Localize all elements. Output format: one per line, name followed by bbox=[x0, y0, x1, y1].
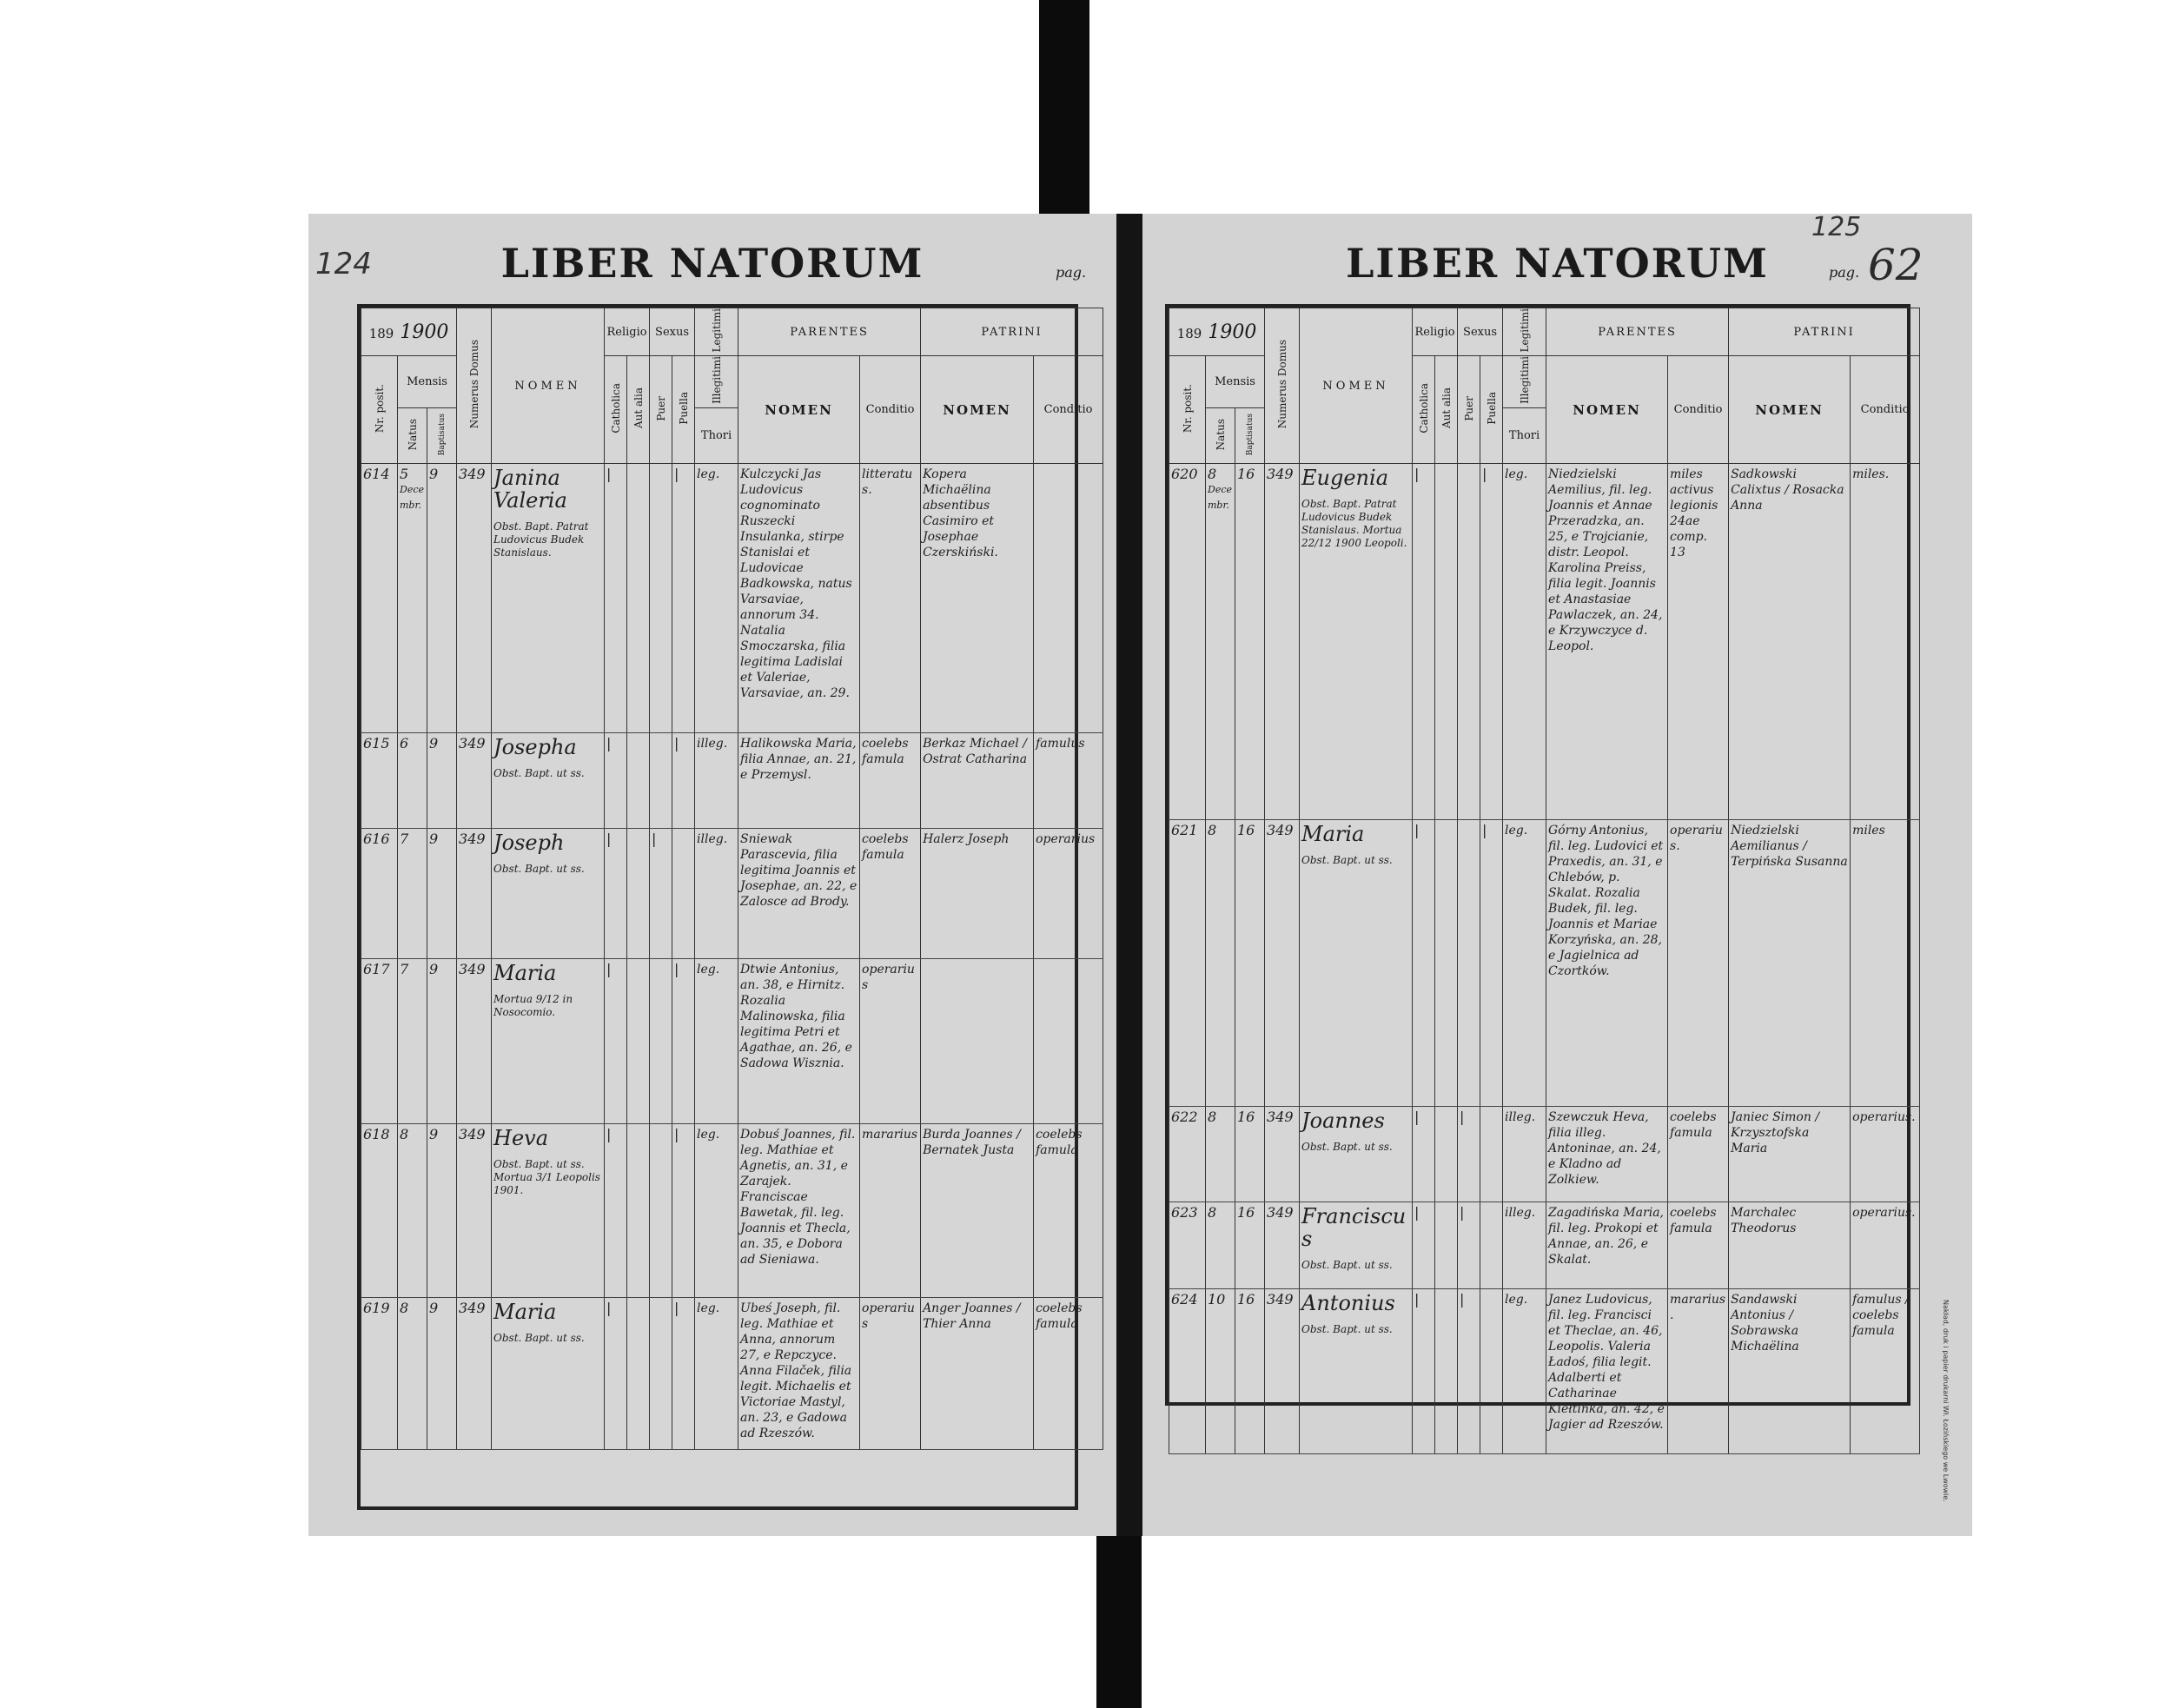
entry-child-name bbox=[492, 1298, 605, 1450]
entry-puer: | bbox=[1458, 1107, 1480, 1202]
entry-baptism-note: Obst. Bapt. ut ss. bbox=[1301, 1141, 1393, 1154]
col-nomen: NOMEN bbox=[492, 308, 605, 464]
entry-baptism-day: 9 bbox=[427, 829, 457, 959]
entry-child-name-text: Joseph bbox=[493, 831, 565, 856]
entry-baptism-day: 16 bbox=[1235, 464, 1265, 820]
entry-parentes-nomen: Sniewak Parascevia, filia legitima Joannis et Josephae, an. 22, e Zalosce ad Brody. bbox=[738, 829, 860, 959]
entry-child-name bbox=[492, 733, 605, 829]
printer-imprint: Nakład, druk i papier drukarni Wł. Łozińskiego we Lwowie. bbox=[1942, 1300, 1950, 1502]
entry-puer bbox=[650, 959, 672, 1124]
book-gutter bbox=[1116, 214, 1142, 1536]
entry-parentes-nomen: Dobuś Joannes, fil. leg. Mathiae et Agnetis, an. 31, e Zarajek. Franciscae Bawetak, fil. leg. Joannis et Thecla, an. 35, e Dobora ad Sieniawa. bbox=[738, 1124, 860, 1298]
col-legitimi-right: Legitimi bbox=[1503, 308, 1546, 356]
entry-aut-alia bbox=[627, 464, 650, 733]
entry-natus-day: 6 bbox=[398, 733, 427, 829]
entry-child-name bbox=[1300, 1202, 1413, 1289]
entry-patrini-nomen: Burda Joannes / Bernatek Justa bbox=[921, 1124, 1034, 1298]
entry-puella: | bbox=[672, 959, 695, 1124]
entry-house-number: 349 bbox=[457, 959, 492, 1124]
entry-natus-day: 8 bbox=[1206, 1202, 1235, 1289]
entry-puella: | bbox=[672, 464, 695, 733]
left-register-table bbox=[357, 304, 1096, 1510]
entry-house-number: 349 bbox=[1265, 1202, 1300, 1289]
entry-child-name-text: Maria bbox=[493, 1300, 557, 1325]
entry-parentes-conditio: litteratus. bbox=[860, 464, 921, 733]
entry-aut-alia bbox=[627, 1298, 650, 1450]
entry-parentes-nomen: Ubeś Joseph, fil. leg. Mathiae et Anna, annorum 27, e Repczyce. Anna Filaček, filia legit. Michaelis et Victoriae Mastyl, an. 23, e Gadowa ad Rzeszów. bbox=[738, 1298, 860, 1450]
col-catholica: Catholica bbox=[605, 356, 627, 464]
col-patrini-conditio: Conditio bbox=[1034, 356, 1103, 464]
col-illegitimi-right: Illegitimi bbox=[1503, 356, 1546, 408]
entry-house-number: 349 bbox=[457, 733, 492, 829]
year-prefix-right: 189 bbox=[1176, 325, 1202, 341]
entry-aut-alia bbox=[1435, 464, 1458, 820]
year-value: 1900 bbox=[400, 321, 449, 343]
entry-catholica: | bbox=[1413, 1107, 1435, 1202]
year-value-right: 1900 bbox=[1208, 321, 1257, 343]
left-shelf-mark: 124 bbox=[315, 247, 372, 281]
entry-baptism-day: 16 bbox=[1235, 1289, 1265, 1454]
right-shelf-mark: 125 bbox=[1811, 212, 1862, 242]
entry-baptism-note: Obst. Bapt. ut ss. Mortua 3/1 Leopolis 1901. bbox=[493, 1158, 600, 1197]
register-entry bbox=[361, 733, 1103, 829]
entry-baptism-note: Obst. Bapt. ut ss. bbox=[1301, 1323, 1393, 1336]
entry-thori: illeg. bbox=[695, 733, 738, 829]
col-religio: Religio bbox=[605, 308, 650, 356]
entry-child-name bbox=[492, 959, 605, 1124]
entry-house-number: 349 bbox=[457, 1124, 492, 1298]
col-thori-right: Thori bbox=[1503, 408, 1546, 464]
entry-house-number: 349 bbox=[457, 829, 492, 959]
entry-puer: | bbox=[1458, 1202, 1480, 1289]
entry-thori: leg. bbox=[1503, 1289, 1546, 1454]
entry-puer bbox=[650, 1124, 672, 1298]
left-page-title: LIBER NATORUM bbox=[500, 240, 924, 287]
entry-puella bbox=[1480, 1289, 1503, 1454]
entry-patrini-conditio: miles. bbox=[1851, 464, 1920, 820]
entry-number: 620 bbox=[1169, 464, 1206, 820]
entry-puella: | bbox=[1480, 464, 1503, 820]
entry-aut-alia bbox=[1435, 1289, 1458, 1454]
entry-baptism-note: Mortua 9/12 in Nosocomio. bbox=[493, 993, 573, 1019]
entry-child-name-text: Heva bbox=[493, 1126, 549, 1151]
entry-parentes-conditio: mararius. bbox=[1668, 1289, 1729, 1454]
entry-baptism-day: 16 bbox=[1235, 1107, 1265, 1202]
entry-baptism-day: 9 bbox=[427, 733, 457, 829]
entry-parentes-conditio: coelebs famula bbox=[1668, 1202, 1729, 1289]
entry-patrini-nomen: Kopera Michaëlina absentibus Casimiro et Josephae Czerskiński. bbox=[921, 464, 1034, 733]
entry-thori: illeg. bbox=[695, 829, 738, 959]
col-legitimi: Legitimi bbox=[695, 308, 738, 356]
entry-house-number: 349 bbox=[457, 464, 492, 733]
col-sexus-right: Sexus bbox=[1458, 308, 1503, 356]
left-table bbox=[361, 308, 1103, 1450]
entry-parentes-nomen: Dtwie Antonius, an. 38, e Hirnitz. Rozalia Malinowska, filia legitima Petri et Agathae, an. 26, e Sadowa Wisznia. bbox=[738, 959, 860, 1124]
col-baptisatus: Baptisatus bbox=[427, 408, 457, 464]
entry-patrini-conditio: operarius bbox=[1034, 829, 1103, 959]
right-register-table bbox=[1165, 304, 1916, 1433]
entry-parentes-nomen: Janez Ludovicus, fil. leg. Francisci et Theclae, an. 46, Leopolis. Valeria Ładoś, filia legit. Adalberti et Catharinae Kiełtinka, an. 42, e Jagier ad Rzeszów. bbox=[1546, 1289, 1668, 1454]
entry-natus-day: 7 bbox=[398, 959, 427, 1124]
entry-patrini-nomen: Berkaz Michael / Ostrat Catharina bbox=[921, 733, 1034, 829]
entry-catholica: | bbox=[605, 733, 627, 829]
entry-baptism-note: Obst. Bapt. ut ss. bbox=[493, 767, 585, 780]
entry-child-name bbox=[1300, 820, 1413, 1107]
entry-patrini-conditio: coelebs famula bbox=[1034, 1298, 1103, 1450]
entry-aut-alia bbox=[1435, 1107, 1458, 1202]
entry-house-number: 349 bbox=[1265, 1107, 1300, 1202]
entry-catholica: | bbox=[1413, 1202, 1435, 1289]
entry-puella bbox=[1480, 1202, 1503, 1289]
entry-patrini-nomen: Anger Joannes / Thier Anna bbox=[921, 1298, 1034, 1450]
entry-puella: | bbox=[1480, 820, 1503, 1107]
entry-parentes-conditio: mararius bbox=[860, 1124, 921, 1298]
binding-strip-bottom bbox=[1096, 1512, 1142, 1708]
entry-thori: leg. bbox=[1503, 464, 1546, 820]
right-table bbox=[1169, 308, 1920, 1454]
col-patrini: PATRINI bbox=[921, 308, 1103, 356]
col-nr-posit-right: Nr. posit. bbox=[1169, 356, 1206, 464]
col-illegitimi: Illegitimi bbox=[695, 356, 738, 408]
entry-child-name-text: Josepha bbox=[493, 735, 577, 760]
register-entry bbox=[361, 959, 1103, 1124]
entry-number: 619 bbox=[361, 1298, 398, 1450]
entry-puella: | bbox=[672, 1124, 695, 1298]
entry-patrini-nomen: Halerz Joseph bbox=[921, 829, 1034, 959]
entry-baptism-note: Obst. Bapt. ut ss. bbox=[1301, 1259, 1393, 1272]
entry-number: 614 bbox=[361, 464, 398, 733]
entry-natus-day: 8 bbox=[1206, 1107, 1235, 1202]
entry-child-name-text: Joannes bbox=[1301, 1109, 1385, 1134]
entry-puella bbox=[1480, 1107, 1503, 1202]
right-page-title: LIBER NATORUM bbox=[1346, 240, 1769, 287]
col-parentes-conditio: Conditio bbox=[860, 356, 921, 464]
col-patrini-nomen-right: NOMEN bbox=[1729, 356, 1851, 464]
entry-aut-alia bbox=[627, 959, 650, 1124]
entry-parentes-nomen: Niedzielski Aemilius, fil. leg. Joannis et Annae Przeradzka, an. 25, e Trojcianie, distr. Leopol. Karolina Preiss, filia legit. Joannis et Anastasiae Pawlaczek, an. 24, e Krzywczyce d. Leopol. bbox=[1546, 464, 1668, 820]
col-patrini-nomen: NOMEN bbox=[921, 356, 1034, 464]
entry-aut-alia bbox=[627, 1124, 650, 1298]
entry-child-name bbox=[1300, 464, 1413, 820]
col-parentes-conditio-right: Conditio bbox=[1668, 356, 1729, 464]
entry-child-name-text: Antonius bbox=[1301, 1291, 1395, 1316]
entry-child-name bbox=[492, 1124, 605, 1298]
col-natus: Natus bbox=[398, 408, 427, 464]
entry-baptism-day: 16 bbox=[1235, 1202, 1265, 1289]
col-patrini-right: PATRINI bbox=[1729, 308, 1920, 356]
entry-house-number: 349 bbox=[1265, 464, 1300, 820]
col-parentes-nomen: NOMEN bbox=[738, 356, 860, 464]
year-prefix: 189 bbox=[368, 325, 394, 341]
entry-patrini-conditio: operarius. bbox=[1851, 1202, 1920, 1289]
entry-patrini-conditio: famulus / coelebs famula bbox=[1851, 1289, 1920, 1454]
entry-house-number: 349 bbox=[457, 1298, 492, 1450]
entry-number: 618 bbox=[361, 1124, 398, 1298]
entry-parentes-nomen: Górny Antonius, fil. leg. Ludovici et Praxedis, an. 31, e Chlebów, p. Skalat. Rozalia Budek, fil. leg. Joannis et Mariae Korzyńska, an. 28, e Jagielnica ad Czortków. bbox=[1546, 820, 1668, 1107]
entry-puer: | bbox=[650, 829, 672, 959]
col-puer: Puer bbox=[650, 356, 672, 464]
entry-patrini-nomen bbox=[921, 959, 1034, 1124]
entry-catholica: | bbox=[1413, 1289, 1435, 1454]
right-pag-label: pag. bbox=[1829, 264, 1860, 281]
entry-house-number: 349 bbox=[1265, 820, 1300, 1107]
entry-parentes-conditio: operarius. bbox=[1668, 820, 1729, 1107]
entry-patrini-conditio: operarius. bbox=[1851, 1107, 1920, 1202]
entry-aut-alia bbox=[627, 733, 650, 829]
entry-natus-day bbox=[1206, 464, 1235, 820]
entry-month: Decembr. bbox=[400, 484, 424, 512]
entry-puer bbox=[650, 464, 672, 733]
entry-child-name bbox=[492, 464, 605, 733]
register-entry bbox=[1169, 820, 1920, 1107]
entry-puella: | bbox=[672, 733, 695, 829]
entry-catholica: | bbox=[605, 464, 627, 733]
register-entry bbox=[361, 829, 1103, 959]
entry-number: 617 bbox=[361, 959, 398, 1124]
entry-puer bbox=[650, 733, 672, 829]
register-entry bbox=[1169, 1202, 1920, 1289]
year-header-cell-right bbox=[1169, 308, 1265, 356]
col-parentes-right: PARENTES bbox=[1546, 308, 1729, 356]
col-aut-alia: Aut alia bbox=[627, 356, 650, 464]
entry-puer: | bbox=[1458, 1289, 1480, 1454]
entry-patrini-conditio bbox=[1034, 959, 1103, 1124]
entry-puella: | bbox=[672, 1298, 695, 1450]
entry-baptism-note: Obst. Bapt. Patrat Ludovicus Budek Stanislaus. Mortua 22/12 1900 Leopoli. bbox=[1301, 498, 1407, 550]
register-entry bbox=[361, 1124, 1103, 1298]
binding-strip-top bbox=[1039, 0, 1089, 217]
left-page bbox=[308, 214, 1116, 1536]
col-nomen-right: NOMEN bbox=[1300, 308, 1413, 464]
entry-baptism-day: 9 bbox=[427, 464, 457, 733]
entry-parentes-conditio: coelebs famula bbox=[860, 733, 921, 829]
entry-catholica: | bbox=[605, 1298, 627, 1450]
entry-natus-day bbox=[398, 464, 427, 733]
entry-puella bbox=[672, 829, 695, 959]
col-religio-right: Religio bbox=[1413, 308, 1458, 356]
entry-thori: leg. bbox=[695, 1124, 738, 1298]
entry-parentes-conditio: operarius bbox=[860, 1298, 921, 1450]
entry-patrini-nomen: Sadkowski Calixtus / Rosacka Anna bbox=[1729, 464, 1851, 820]
col-aut-alia-right: Aut alia bbox=[1435, 356, 1458, 464]
register-entry bbox=[1169, 1289, 1920, 1454]
entry-patrini-nomen: Niedzielski Aemilianus / Terpińska Susanna bbox=[1729, 820, 1851, 1107]
entry-parentes-nomen: Zagadińska Maria, fil. leg. Prokopi et Annae, an. 26, e Skalat. bbox=[1546, 1202, 1668, 1289]
col-puer-right: Puer bbox=[1458, 356, 1480, 464]
entry-child-name bbox=[492, 829, 605, 959]
entry-parentes-conditio: coelebs famula bbox=[860, 829, 921, 959]
entry-child-name-text: Maria bbox=[493, 961, 557, 986]
entry-natus-day-text: 5 bbox=[400, 466, 409, 483]
entry-thori: illeg. bbox=[1503, 1107, 1546, 1202]
col-baptisatus-right: Baptisatus bbox=[1235, 408, 1265, 464]
entry-puer bbox=[1458, 464, 1480, 820]
col-puella: Puella bbox=[672, 356, 695, 464]
entry-parentes-conditio: operarius bbox=[860, 959, 921, 1124]
col-mensis-right: Mensis bbox=[1206, 356, 1265, 408]
col-numerus-domus-right: Numerus Domus bbox=[1265, 308, 1300, 464]
entry-thori: leg. bbox=[695, 959, 738, 1124]
entry-thori: leg. bbox=[695, 464, 738, 733]
entry-parentes-conditio: miles activus legionis 24ae comp. 13 bbox=[1668, 464, 1729, 820]
entry-aut-alia bbox=[1435, 820, 1458, 1107]
right-page bbox=[1142, 214, 1972, 1536]
entry-baptism-day: 9 bbox=[427, 1298, 457, 1450]
register-entry bbox=[1169, 1107, 1920, 1202]
entry-puer bbox=[1458, 820, 1480, 1107]
entry-puer bbox=[650, 1298, 672, 1450]
entry-patrini-conditio: famulus bbox=[1034, 733, 1103, 829]
entry-baptism-note: Obst. Bapt. ut ss. bbox=[493, 1332, 585, 1345]
register-entry bbox=[1169, 464, 1920, 820]
entry-natus-day: 8 bbox=[1206, 820, 1235, 1107]
entry-parentes-conditio: coelebs famula bbox=[1668, 1107, 1729, 1202]
entry-child-name bbox=[1300, 1107, 1413, 1202]
entry-catholica: | bbox=[605, 1124, 627, 1298]
col-puella-right: Puella bbox=[1480, 356, 1503, 464]
register-entry bbox=[361, 1298, 1103, 1450]
entry-number: 624 bbox=[1169, 1289, 1206, 1454]
entry-house-number: 349 bbox=[1265, 1289, 1300, 1454]
entry-number: 616 bbox=[361, 829, 398, 959]
entry-parentes-nomen: Kulczycki Jas Ludovicus cognominato Ruszecki Insulanka, stirpe Stanislai et Ludovicae Badkowska, natus Varsaviae, annorum 34. Natalia Smoczarska, filia legitima Ladislai et Valeriae, Varsaviae, an. 29. bbox=[738, 464, 860, 733]
entry-natus-day: 10 bbox=[1206, 1289, 1235, 1454]
col-mensis: Mensis bbox=[398, 356, 457, 408]
entry-aut-alia bbox=[627, 829, 650, 959]
col-catholica-right: Catholica bbox=[1413, 356, 1435, 464]
entry-baptism-day: 9 bbox=[427, 959, 457, 1124]
entry-child-name-text: Janina Valeria bbox=[493, 466, 567, 513]
entry-aut-alia bbox=[1435, 1202, 1458, 1289]
entry-parentes-nomen: Halikowska Maria, filia Annae, an. 21, e Przemysl. bbox=[738, 733, 860, 829]
col-parentes: PARENTES bbox=[738, 308, 921, 356]
col-parentes-nomen-right: NOMEN bbox=[1546, 356, 1668, 464]
entry-month: Decembr. bbox=[1208, 484, 1232, 512]
entry-child-name-text: Franciscus bbox=[1301, 1204, 1407, 1252]
entry-patrini-conditio bbox=[1034, 464, 1103, 733]
entry-baptism-note: Obst. Bapt. Patrat Ludovicus Budek Stanislaus. bbox=[493, 520, 589, 559]
entry-catholica: | bbox=[605, 829, 627, 959]
entry-natus-day: 7 bbox=[398, 829, 427, 959]
entry-natus-day-text: 8 bbox=[1208, 466, 1217, 483]
entry-child-name-text: Maria bbox=[1301, 822, 1365, 847]
entry-child-name-text: Eugenia bbox=[1301, 466, 1388, 491]
open-register-book bbox=[308, 214, 1972, 1536]
entry-number: 622 bbox=[1169, 1107, 1206, 1202]
register-entry bbox=[361, 464, 1103, 733]
col-patrini-conditio-right: Conditio bbox=[1851, 356, 1920, 464]
entry-patrini-nomen: Marchalec Theodorus bbox=[1729, 1202, 1851, 1289]
col-sexus: Sexus bbox=[650, 308, 695, 356]
entry-natus-day: 8 bbox=[398, 1124, 427, 1298]
col-thori: Thori bbox=[695, 408, 738, 464]
entry-parentes-nomen: Szewczuk Heva, filia illeg. Antoninae, an. 24, e Kladno ad Zolkiew. bbox=[1546, 1107, 1668, 1202]
entry-catholica: | bbox=[605, 959, 627, 1124]
entry-thori: illeg. bbox=[1503, 1202, 1546, 1289]
right-page-number: 62 bbox=[1868, 240, 1924, 290]
entry-patrini-nomen: Sandawski Antonius / Sobrawska Michaëlina bbox=[1729, 1289, 1851, 1454]
left-pag-label: pag. bbox=[1056, 264, 1087, 281]
entry-baptism-note: Obst. Bapt. ut ss. bbox=[493, 863, 585, 876]
entry-patrini-nomen: Janiec Simon / Krzysztofska Maria bbox=[1729, 1107, 1851, 1202]
entry-thori: leg. bbox=[1503, 820, 1546, 1107]
entry-number: 623 bbox=[1169, 1202, 1206, 1289]
entry-catholica: | bbox=[1413, 464, 1435, 820]
entry-baptism-note: Obst. Bapt. ut ss. bbox=[1301, 854, 1393, 867]
col-nr-posit: Nr. posit. bbox=[361, 356, 398, 464]
entry-number: 615 bbox=[361, 733, 398, 829]
entry-baptism-day: 9 bbox=[427, 1124, 457, 1298]
entry-number: 621 bbox=[1169, 820, 1206, 1107]
entry-patrini-conditio: miles bbox=[1851, 820, 1920, 1107]
entry-baptism-day: 16 bbox=[1235, 820, 1265, 1107]
entry-natus-day: 8 bbox=[398, 1298, 427, 1450]
entry-catholica: | bbox=[1413, 820, 1435, 1107]
col-natus-right: Natus bbox=[1206, 408, 1235, 464]
entry-patrini-conditio: coelebs famula bbox=[1034, 1124, 1103, 1298]
entry-child-name bbox=[1300, 1289, 1413, 1454]
col-numerus-domus: Numerus Domus bbox=[457, 308, 492, 464]
entry-thori: leg. bbox=[695, 1298, 738, 1450]
year-header-cell bbox=[361, 308, 457, 356]
